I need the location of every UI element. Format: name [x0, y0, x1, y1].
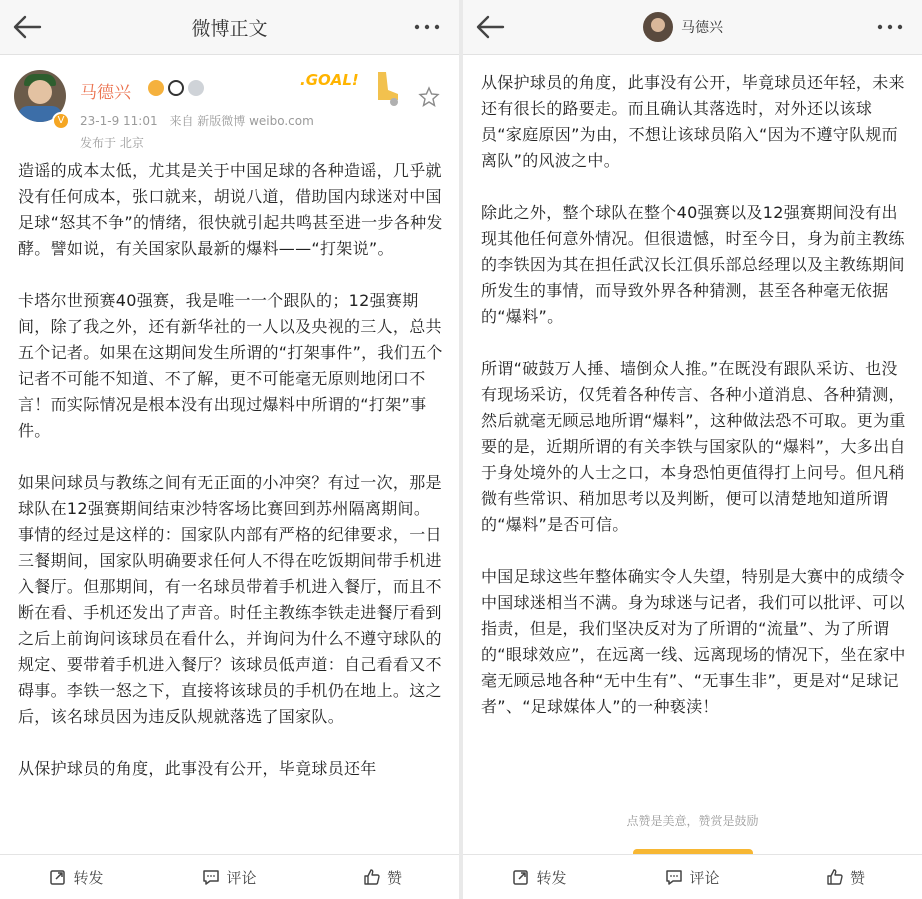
verified-badge-icon: V: [52, 112, 70, 130]
navbar: [0, 0, 459, 55]
reward-tip: 点赞是美意，赞赏是鼓励: [626, 814, 759, 828]
comment-label: 评论: [689, 868, 720, 887]
right-screen: [463, 0, 922, 899]
thumbs-up-icon: [826, 868, 844, 886]
repost-label: 转发: [536, 868, 567, 887]
post-date: 23-1-9 11:01: [80, 114, 158, 128]
comment-button[interactable]: [616, 855, 769, 899]
paragraph: 卡塔尔世预赛40强赛，我是唯一一个跟队的；12强赛期间，除了我之外，还有新华社的一人以及央视的三人，总共五个记者。如果在这期间发生所谓的“打架事件”，我们五个记者不可能不知道、不了解，更不可能毫无原则地闭口不言！而实际情况是根本没有出现过爆料中所谓的“打架”事件。: [18, 291, 443, 440]
star-icon[interactable]: [418, 86, 440, 108]
repost-button[interactable]: [0, 855, 153, 899]
comment-button[interactable]: [153, 855, 306, 899]
left-screen: [0, 0, 459, 899]
paragraph: 中国足球这些年整体确实令人失望，特别是大赛中的成绩令中国球迷相当不满。身为球迷与记者，我们可以批评、可以指责，但是，我们坚决反对为了所谓的“流量”、为了所谓的“眼球效应”，在远离一线、远离现场的情况下，坐在家中毫无顾忌地各种“无中生有”、“无事生非”，更是对“足球记者”、“足球媒体人”的一种亵渎！: [481, 567, 906, 716]
post-header: [0, 60, 459, 152]
goal-sticker-text: .GOAL!: [300, 71, 359, 89]
thumbs-up-icon: [363, 868, 381, 886]
post-body: [481, 70, 908, 746]
more-icon[interactable]: [409, 14, 445, 40]
paragraph: 如果问球员与教练之间有无正面的小冲突？有过一次，那是球队在12强赛期间结束沙特客场比赛回到苏州隔离期间。事情的经过是这样的：国家队内部有严格的纪律要求，一日三餐期间，国家队明确要求任何人不得在吃饭期间带手机进入餐厅。但那期间，有一名球员带着手机进入餐厅，而且不断在看、手机还发出了声音。时任主教练李铁走进餐厅看到之后上前询问该球员在看什么，并询问为什么不遵守球队的规定、要带着手机进入餐厅？该球员低声道：自己看看又不碍事。李铁一怒之下，直接将该球员的手机仍在地上。这之后，该名球员因为违反队规就落选了国家队。: [18, 473, 442, 726]
bottom-toolbar: [0, 854, 459, 899]
like-label: 赞: [849, 868, 865, 887]
paragraph: 除此之外，整个球队在整个40强赛以及12强赛期间没有出现其他任何意外情况。但很遗憾，时至今日，身为前主教练的李铁因为其在担任武汉长江俱乐部总经理以及主教练期间所发生的事情，而导致外界各种猜测，甚至各种毫无依据的“爆料”。: [481, 203, 905, 326]
repost-icon: [512, 868, 530, 886]
paragraph: 所谓“破鼓万人捶、墙倒众人推。”在既没有跟队采访、也没有现场采访，仅凭着各种传言、各种小道消息、各种猜测，然后就毫无顾忌地所谓“爆料”，这种做法恐不可取。更为重要的是，近期所谓的有关李铁与国家队的“爆料”，大多出自于身处境外的人士之口，本身恐怕更值得打上问号。但凡稍微有些常识、稍加思考以及判断，便可以清楚地知道所谓的“爆料”是否可信。: [481, 359, 906, 534]
navbar: [463, 0, 922, 55]
post-body: [18, 158, 445, 808]
medal-badge-icon: [188, 80, 204, 96]
user-badges: [148, 80, 204, 96]
paragraph: 造谣的成本太低，尤其是关于中国足球的各种造谣，几乎就没有任何成本，张口就来，胡说八道，借助国内球迷对中国足球“怒其不争”的情绪，很快就引起共鸣甚至进一步各种发酵。譬如说，有关国家队最新的爆料——“打架说”。: [18, 161, 443, 258]
like-button[interactable]: [769, 855, 922, 899]
username[interactable]: 马德兴: [80, 83, 131, 103]
nav-user[interactable]: [643, 9, 723, 45]
comment-icon: [202, 868, 220, 886]
bottom-toolbar: [463, 854, 922, 899]
nav-avatar: [643, 12, 673, 42]
goal-sticker: [300, 70, 410, 112]
shoe-icon: [372, 70, 402, 106]
post-source[interactable]: 来自 新版微博 weibo.com: [169, 114, 314, 128]
repost-button[interactable]: [463, 855, 616, 899]
nav-username: 马德兴: [681, 20, 723, 36]
comment-icon: [665, 868, 683, 886]
comment-label: 评论: [226, 868, 257, 887]
post-meta: [80, 112, 322, 129]
sun-badge-icon: [148, 80, 164, 96]
paragraph: 从保护球员的角度，此事没有公开，毕竟球员还年: [18, 759, 377, 778]
like-label: 赞: [386, 868, 402, 887]
repost-icon: [49, 868, 67, 886]
back-arrow-icon[interactable]: [473, 12, 509, 42]
more-icon[interactable]: [872, 14, 908, 40]
page-title: 微博正文: [191, 18, 268, 40]
panda-badge-icon: [168, 80, 184, 96]
like-button[interactable]: [306, 855, 459, 899]
post-location: 发布于 北京: [80, 136, 144, 150]
paragraph: 从保护球员的角度，此事没有公开，毕竟球员还年轻，未来还有很长的路要走。而且确认其落选时，对外还以该球员“家庭原因”为由，不想让该球员陷入“因为不遵守队规而离队”的风波之中。: [481, 73, 905, 170]
repost-label: 转发: [73, 868, 104, 887]
